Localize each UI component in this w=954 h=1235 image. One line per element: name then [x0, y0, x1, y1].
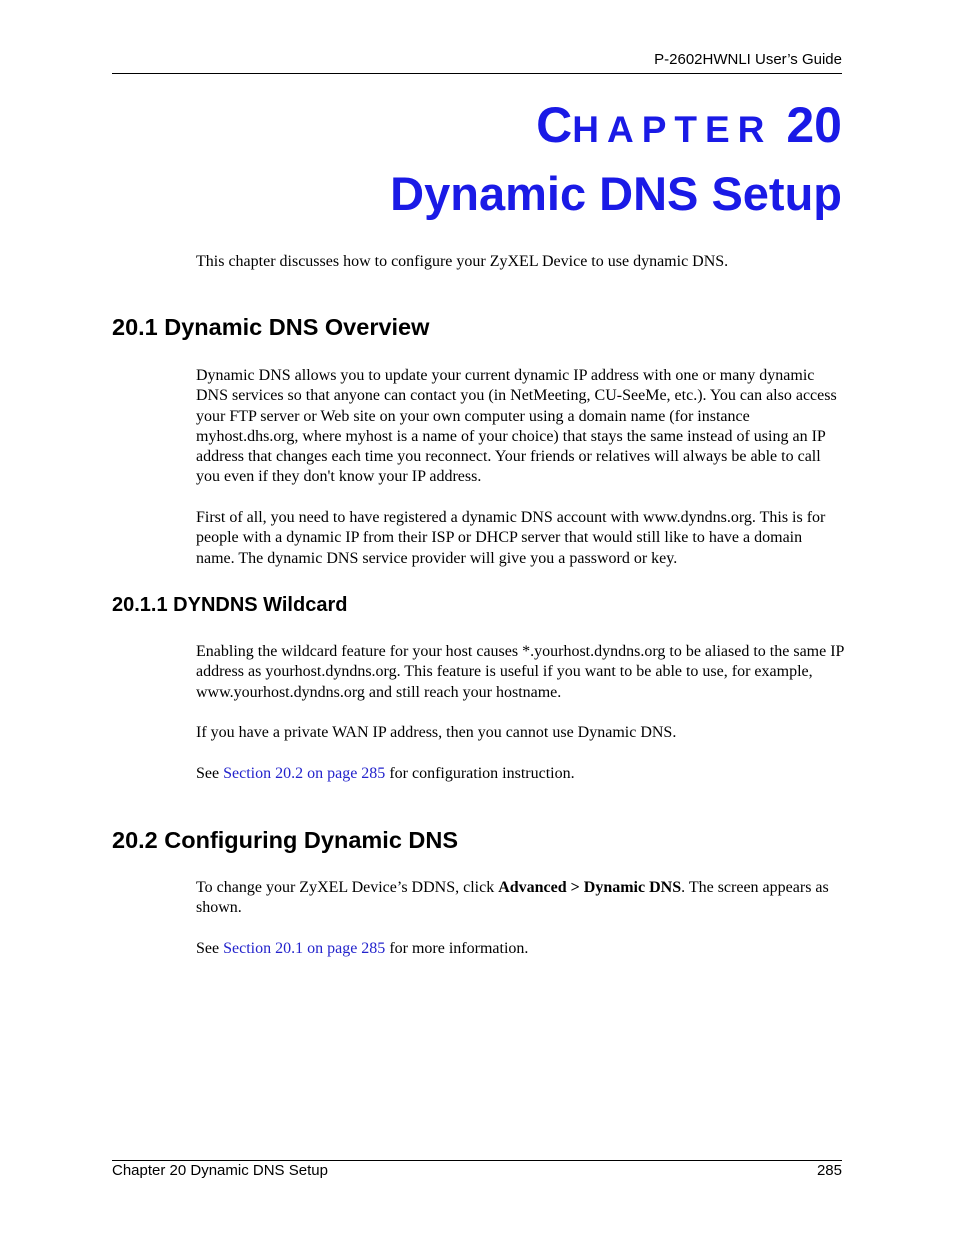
config-text-suffix: . The screen appears as shown.: [196, 879, 829, 917]
page-number: 285: [816, 1162, 842, 1179]
header-divider: [112, 73, 842, 74]
see-prefix: See: [196, 765, 224, 782]
footer-chapter-title: Chapter 20 Dynamic DNS Setup: [112, 1162, 328, 1179]
overview-paragraph-1: Dynamic DNS allows you to update your current dynamic IP address with one or many dynamic DNS services so that anyone can contact you (in NetMeeting, CU-SeeMe, etc.). You can also access your FTP server or Web site on your own computer using a domain name (for instance myhost.dhs.org, where myhost is a name of your choice) that stays the same instead of using an IP address that changes each time you reconnect. Your friends or relatives will always be able to call you even if they don't know your IP address.: [196, 367, 837, 486]
section-heading-20-2: 20.2 Configuring Dynamic DNS: [112, 827, 459, 853]
config-text-prefix: To change your ZyXEL Device’s DDNS, click: [196, 879, 499, 896]
section-20-2-link[interactable]: Section 20.2 on page 285: [223, 765, 386, 782]
see-suffix: for more information.: [385, 940, 529, 957]
chapter-word-initial: C: [536, 97, 573, 153]
section-heading-20-1: 20.1 Dynamic DNS Overview: [112, 314, 430, 340]
chapter-word-rest: HAPTER: [572, 109, 773, 150]
footer-divider: [112, 1160, 842, 1161]
config-paragraph-1: [196, 878, 844, 919]
chapter-number: 20: [786, 97, 842, 153]
wildcard-paragraph-3: [196, 764, 844, 784]
intro-paragraph: This chapter discusses how to configure your ZyXEL Device to use dynamic DNS.: [196, 253, 729, 270]
running-header: P-2602HWNLI User’s Guide: [654, 51, 842, 68]
see-suffix: for configuration instruction.: [385, 765, 575, 782]
chapter-label: [536, 97, 842, 153]
see-prefix: See: [196, 940, 224, 957]
config-paragraph-2: [196, 939, 844, 959]
chapter-title: Dynamic DNS Setup: [390, 167, 842, 220]
wildcard-paragraph-1: Enabling the wildcard feature for your host causes *.yourhost.dyndns.org to be aliased to the same IP address as yourhost.dyndns.org. This feature is useful if you want to be able to use, for example, www.yourhost.dyndns.org and still reach your hostname.: [196, 643, 844, 701]
overview-paragraph-2: First of all, you need to have registered a dynamic DNS account with www.dyndns.org. This is for people with a dynamic IP from their ISP or DHCP server that would still like to have a domain name. The dynamic DNS service provider will give you a password or key.: [196, 509, 826, 567]
wildcard-paragraph-2: If you have a private WAN IP address, then you cannot use Dynamic DNS.: [196, 724, 677, 741]
menu-path: Advanced > Dynamic DNS: [498, 879, 682, 896]
section-20-1-link[interactable]: Section 20.1 on page 285: [223, 940, 386, 957]
section-heading-20-1-1: 20.1.1 DYNDNS Wildcard: [112, 594, 348, 616]
